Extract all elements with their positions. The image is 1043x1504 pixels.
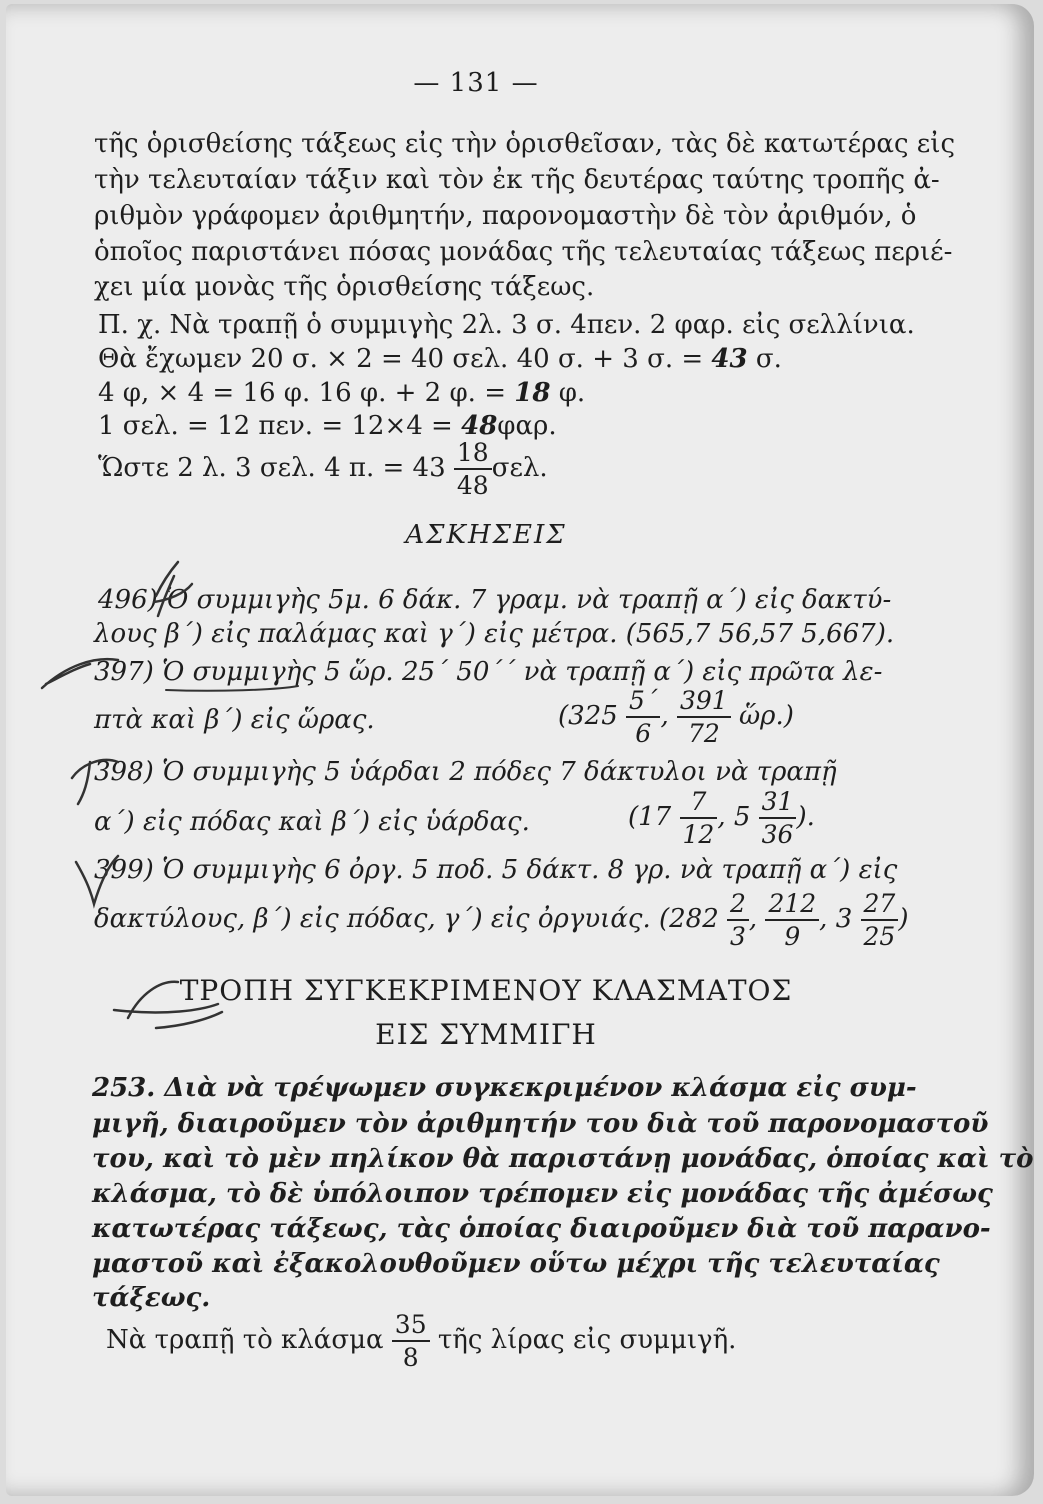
intro-line: χει μία μονὰς τῆς ὁρισθείσης τάξεως.: [94, 272, 595, 302]
fraction-numerator: 7: [680, 789, 718, 819]
exercise-496: 496) Ὁ συμμιγὴς 5μ. 6 δάκ. 7 γραμ. νὰ τραπῇ α΄) εἰς δακτύ-: [98, 585, 892, 615]
fraction: [454, 440, 492, 498]
rule-line: [92, 1072, 917, 1104]
fraction-numerator: 35: [392, 1312, 430, 1342]
example-result: 18: [514, 378, 551, 408]
fraction-denominator: 72: [687, 719, 720, 748]
fraction-numerator: 212: [765, 891, 819, 921]
answer-text: , 3: [819, 904, 861, 934]
fraction-denominator: 6: [635, 719, 652, 748]
rule-line: τάξεως.: [92, 1283, 211, 1313]
final-text: τῆς λίρας εἰς συμμιγῆ.: [429, 1325, 737, 1355]
example-line: [98, 377, 585, 409]
fraction-numerator: 31: [759, 789, 797, 819]
exercise-399: [94, 890, 908, 949]
fraction-numerator: 18: [454, 440, 492, 470]
exercise-398: α΄) εἰς πόδας καὶ β΄) εἰς ὑάρδας.: [94, 807, 530, 837]
answer-text: (325: [558, 701, 627, 731]
exercise-397-answer: [558, 688, 794, 746]
answer-text: ,: [748, 904, 766, 934]
intro-line: ριθμὸν γράφομεν ἀριθμητήν, παρονομαστὴν δὲ τὸν ἀριθμόν, ὁ: [94, 201, 917, 231]
answer-text: ).: [796, 802, 815, 832]
answer-text: (17: [628, 802, 680, 832]
example-text: Θὰ ἔχωμεν 20 σ. × 2 = 40 σελ. 40 σ. + 3 σ. =: [98, 344, 712, 374]
fraction-denominator: 36: [761, 820, 794, 849]
exercise-399: 399) Ὁ συμμιγὴς 6 ὀργ. 5 ποδ. 5 δάκτ. 8 γρ. νὰ τραπῇ α΄) εἰς: [94, 855, 898, 885]
fraction-denominator: 9: [784, 922, 801, 951]
intro-line: τῆς ὁρισθείσης τάξεως εἰς τὴν ὁρισθεῖσαν, τὰς δὲ κατωτέρας εἰς: [94, 129, 956, 159]
final-text: Νὰ τραπῇ τὸ κλάσμα: [106, 1325, 392, 1355]
example-text: 4 φ, × 4 = 16 φ. 16 φ. + 2 φ. =: [98, 378, 515, 408]
exercise-397: 397) Ὁ συμμιγὴς 5 ὥρ. 25΄ 50΄΄ νὰ τραπῇ α΄) εἰς πρῶτα λε-: [94, 657, 883, 687]
example-text: φαρ.: [497, 411, 557, 441]
fraction-denominator: 3: [730, 922, 746, 951]
fraction: [765, 891, 819, 949]
answer-text: , 5: [717, 802, 759, 832]
answer-text: ὥρ.): [730, 701, 794, 731]
exercises-heading: ΑΣΚΗΣΕΙΣ: [405, 520, 567, 550]
page-number: — 131 —: [413, 68, 539, 98]
example-result: 48: [461, 411, 498, 441]
rule-text: Διὰ νὰ τρέψωμεν συγκεκριμένον κλάσμα εἰς συμ-: [164, 1073, 917, 1103]
exercise-398: 398) Ὁ συμμιγὴς 5 ὑάρδαι 2 πόδες 7 δάκτυλοι νὰ τραπῇ: [94, 757, 837, 787]
example-text: φ.: [550, 378, 586, 408]
exercise-496: λους β΄) εἰς παλάμας καὶ γ΄) εἰς μέτρα. (565,7 56,57 5,667).: [94, 619, 895, 649]
exercise-text: δακτύλους, β΄) εἰς πόδας, γ΄) εἰς ὀργυιάς. (282: [94, 904, 728, 934]
example-result: 43: [711, 344, 748, 374]
fraction: [677, 688, 731, 746]
fraction-denominator: 12: [682, 820, 715, 849]
example-text: σ.: [747, 344, 782, 374]
fraction-numerator: 2: [727, 891, 749, 921]
example-text: σελ.: [491, 453, 548, 483]
rule-line: του, καὶ τὸ μὲν πηλίκον θὰ παριστάνῃ μονάδας, ὁποίας καὶ τὸ: [92, 1144, 1034, 1174]
fraction: [626, 688, 660, 746]
example-text: Ὥστε 2 λ. 3 σελ. 4 π. = 43: [98, 453, 454, 483]
fraction-denominator: 8: [402, 1343, 419, 1372]
fraction: [392, 1312, 430, 1370]
rule-line: κατωτέρας τάξεως, τὰς ὁποίας διαιροῦμεν διὰ τοῦ παρανο-: [92, 1214, 991, 1244]
fraction: [861, 891, 899, 949]
section-subheading: ΕΙΣ ΣΥΜΜΙΓΗ: [375, 1018, 597, 1051]
fraction-numerator: 27: [861, 891, 899, 921]
section-heading: ΤΡΟΠΗ ΣΥΓΚΕΚΡΙΜΕΝΟΥ ΚΛΑΣΜΑΤΟΣ: [179, 974, 793, 1007]
fraction-numerator: 391: [677, 688, 731, 718]
answer-text: ,: [660, 701, 677, 731]
book-page: [6, 4, 1034, 1496]
fraction-numerator: 5΄: [626, 688, 660, 718]
fraction-denominator: 48: [456, 471, 489, 500]
intro-line: τὴν τελευταίαν τάξιν καὶ τὸν ἐκ τῆς δευτέρας ταύτης τροπῆς ἀ-: [94, 165, 940, 195]
example-text: 1 σελ. = 12 πεν. = 12×4 =: [98, 411, 462, 441]
answer-text: ): [898, 904, 909, 934]
fraction-denominator: 25: [863, 922, 896, 951]
exercise-398-answer: [628, 788, 815, 847]
rule-line: μιγῆ, διαιροῦμεν τὸν ἀριθμητήν του διὰ τοῦ παρονομαστοῦ: [92, 1109, 989, 1139]
intro-line: ὁποῖος παριστάνει πόσας μονάδας τῆς τελευταίας τάξεως περιέ-: [94, 237, 953, 267]
rule-line: κλάσμα, τὸ δὲ ὑπόλοιπον τρέπομεν εἰς μονάδας τῆς ἀμέσως: [92, 1179, 993, 1209]
rule-number: 253.: [92, 1073, 156, 1103]
example-result-line: [98, 440, 548, 498]
final-example-line: [106, 1312, 736, 1370]
fraction: [680, 789, 718, 847]
example-line: Π. χ. Νὰ τραπῇ ὁ συμμιγὴς 2λ. 3 σ. 4πεν. 2 φαρ. εἰς σελλίνια.: [98, 310, 915, 340]
rule-line: μαστοῦ καὶ ἐξακολουθοῦμεν οὕτω μέχρι τῆς τελευταίας: [92, 1249, 940, 1279]
exercise-397: πτὰ καὶ β΄) εἰς ὥρας.: [94, 705, 375, 735]
fraction: [727, 891, 749, 949]
fraction: [759, 789, 797, 847]
example-line: [98, 343, 782, 375]
